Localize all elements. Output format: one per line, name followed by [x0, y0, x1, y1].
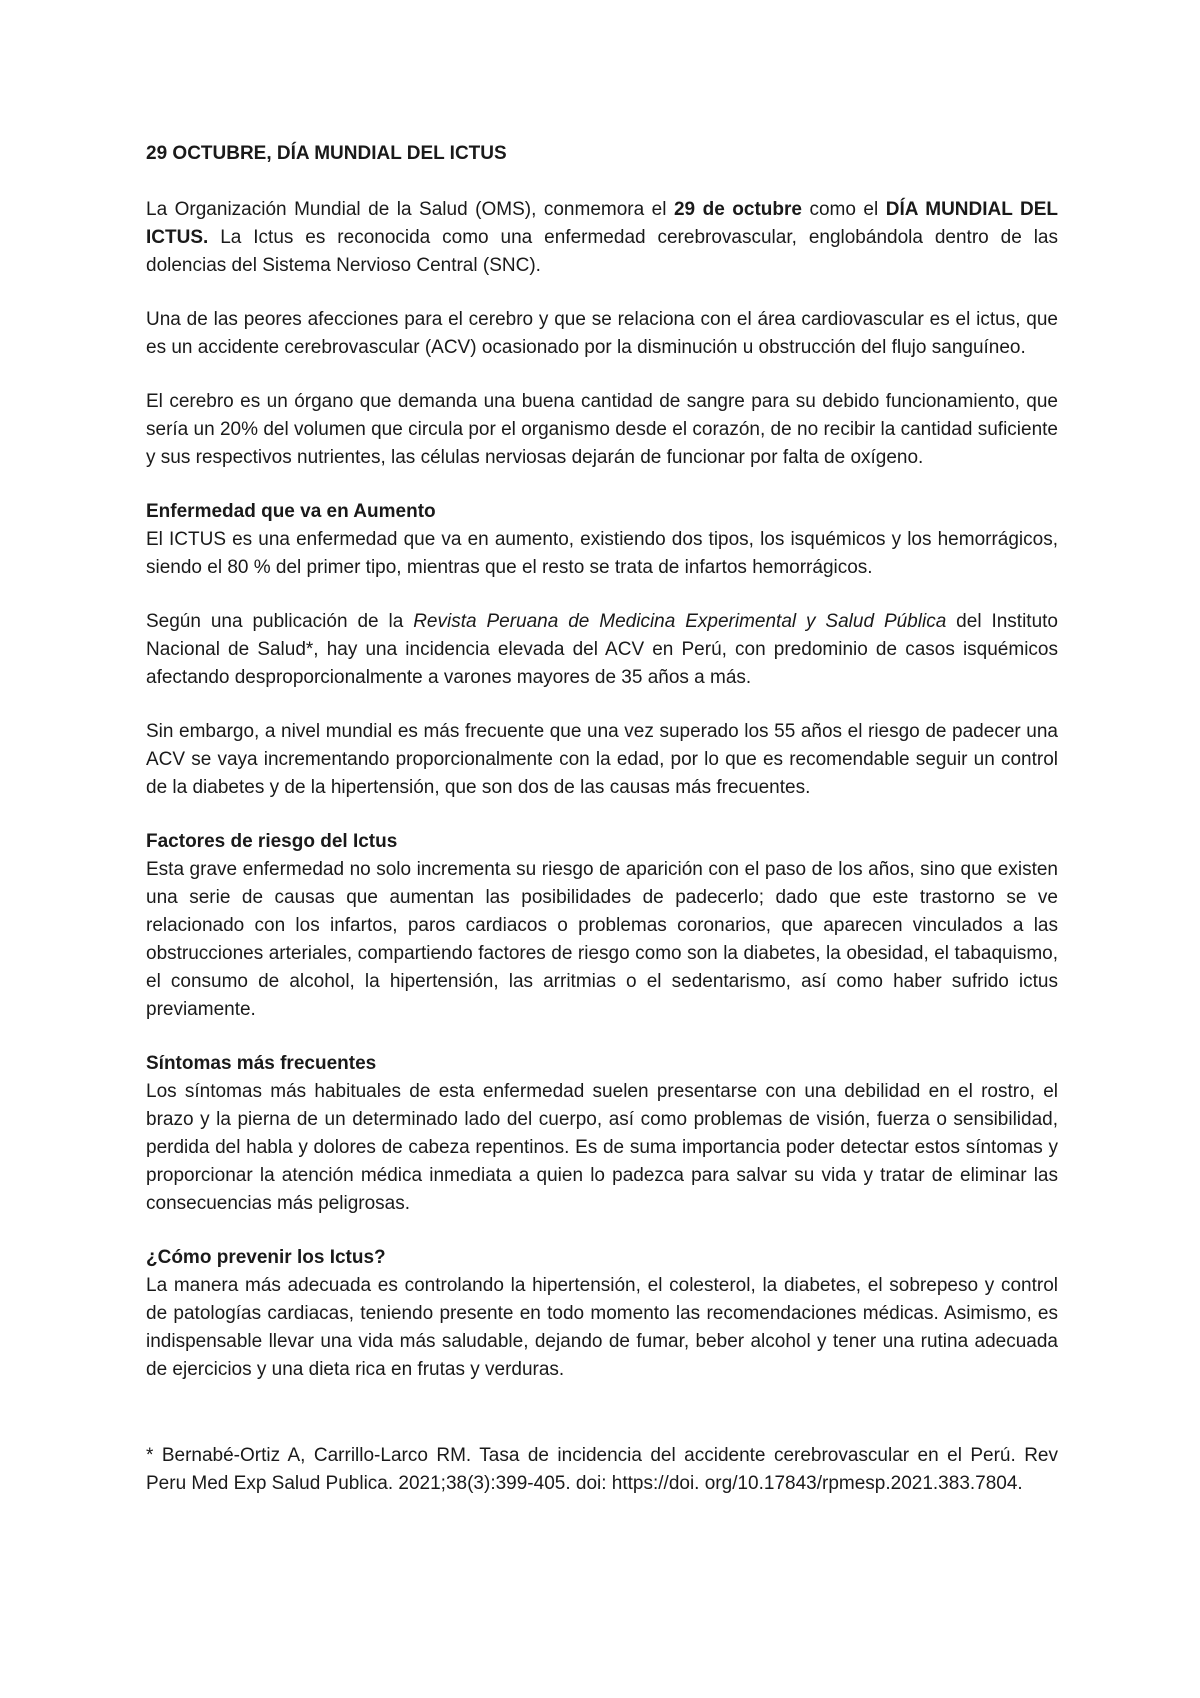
section-heading-symptoms: Síntomas más frecuentes [146, 1053, 377, 1074]
section-heading-increase: Enfermedad que va en Aumento [146, 501, 436, 522]
journal-name: Revista Peruana de Medicina Experimental y Salud Pública [413, 611, 947, 632]
section-risk [146, 828, 1058, 1024]
publication-text-2: del Instituto Nacional de Salud*, hay una incidencia elevada del ACV en Perú, con predominio de casos isquémicos afectando desproporcionalmente a varones mayores de 35 años a más. [146, 611, 1058, 688]
section-text-prevent: La manera más adecuada es controlando la hipertensión, el colesterol, la diabetes, el sobrepeso y control de patologías cardiacas, teniendo presente en todo momento las recomendaciones médicas. Asimismo, es indispensable llevar una vida más saludable, dejando de fumar, beber alcohol y tener una rutina adecuada de ejercicios y una dieta rica en frutas y verduras. [146, 1275, 1058, 1380]
publication-text-1: Según una publicación de la [146, 611, 414, 632]
intro-text-1: La Organización Mundial de la Salud (OMS), conmemora el [146, 199, 674, 220]
document-title: 29 OCTUBRE, DÍA MUNDIAL DEL ICTUS [146, 143, 507, 164]
section-prevent [146, 1244, 1058, 1384]
section-text-risk: Esta grave enfermedad no solo incrementa su riesgo de aparición con el paso de los años, sino que existen una serie de causas que aumentan las posibilidades de padecerlo; dado que este trastorno se ve relacionado con los infartos, paros cardiacos o problemas coronarios, que aparecen vinculados a las obstrucciones arteriales, compartiendo factores de riesgo como son la diabetes, la obesidad, el tabaquismo, el consumo de alcohol, la hipertensión, las arritmias o el sedentarismo, así como haber sufrido ictus previamente. [146, 859, 1058, 1020]
section-increase [146, 498, 1058, 582]
intro-day-name: DÍA MUNDIAL DEL ICTUS. [146, 199, 1058, 248]
intro-paragraph [146, 196, 1058, 280]
intro-text-2: como el [801, 199, 886, 220]
footnote-reference: * Bernabé-Ortiz A, Carrillo-Larco RM. Tasa de incidencia del accidente cerebrovascular en el Perú. Rev Peru Med Exp Salud Publica. 2021;38(3):399-405. doi: https://doi. org/10.17843/rpmesp.2021.383.7804. [146, 1445, 1058, 1494]
paragraph-publication [146, 608, 1058, 692]
section-heading-prevent: ¿Cómo prevenir los Ictus? [146, 1247, 386, 1268]
section-text-symptoms: Los síntomas más habituales de esta enfermedad suelen presentarse con una debilidad en el rostro, el brazo y la pierna de un determinado lado del cuerpo, así como problemas de visión, fuerza o sensibilidad, perdida del habla y dolores de cabeza repentinos. Es de suma importancia poder detectar estos síntomas y proporcionar la atención médica inmediata a quien lo padezca para salvar su vida y tratar de eliminar las consecuencias más peligrosas. [146, 1081, 1058, 1214]
intro-date: 29 de octubre [673, 199, 802, 220]
section-heading-risk: Factores de riesgo del Ictus [146, 831, 398, 852]
paragraph-global: Sin embargo, a nivel mundial es más frecuente que una vez superado los 55 años el riesgo de padecer una ACV se vaya incrementando proporcionalmente con la edad, por lo que es recomendable seguir un control de la diabetes y de la hipertensión, que son dos de las causas más frecuentes. [146, 721, 1058, 798]
paragraph-affections: Una de las peores afecciones para el cerebro y que se relaciona con el área cardiovascular es el ictus, que es un accidente cerebrovascular (ACV) ocasionado por la disminución u obstrucción del flujo sanguíneo. [146, 309, 1058, 358]
document-page [146, 140, 1058, 1498]
section-text-increase: El ICTUS es una enfermedad que va en aumento, existiendo dos tipos, los isquémicos y los hemorrágicos, siendo el 80 % del primer tipo, mientras que el resto se trata de infartos hemorrágicos. [146, 529, 1058, 578]
section-symptoms [146, 1050, 1058, 1218]
intro-text-3: La Ictus es reconocida como una enfermedad cerebrovascular, englobándola dentro de las dolencias del Sistema Nervioso Central (SNC). [146, 227, 1058, 276]
paragraph-brain: El cerebro es un órgano que demanda una buena cantidad de sangre para su debido funcionamiento, que sería un 20% del volumen que circula por el organismo desde el corazón, de no recibir la cantidad suficiente y sus respectivos nutrientes, las células nerviosas dejarán de funcionar por falta de oxígeno. [146, 391, 1058, 468]
